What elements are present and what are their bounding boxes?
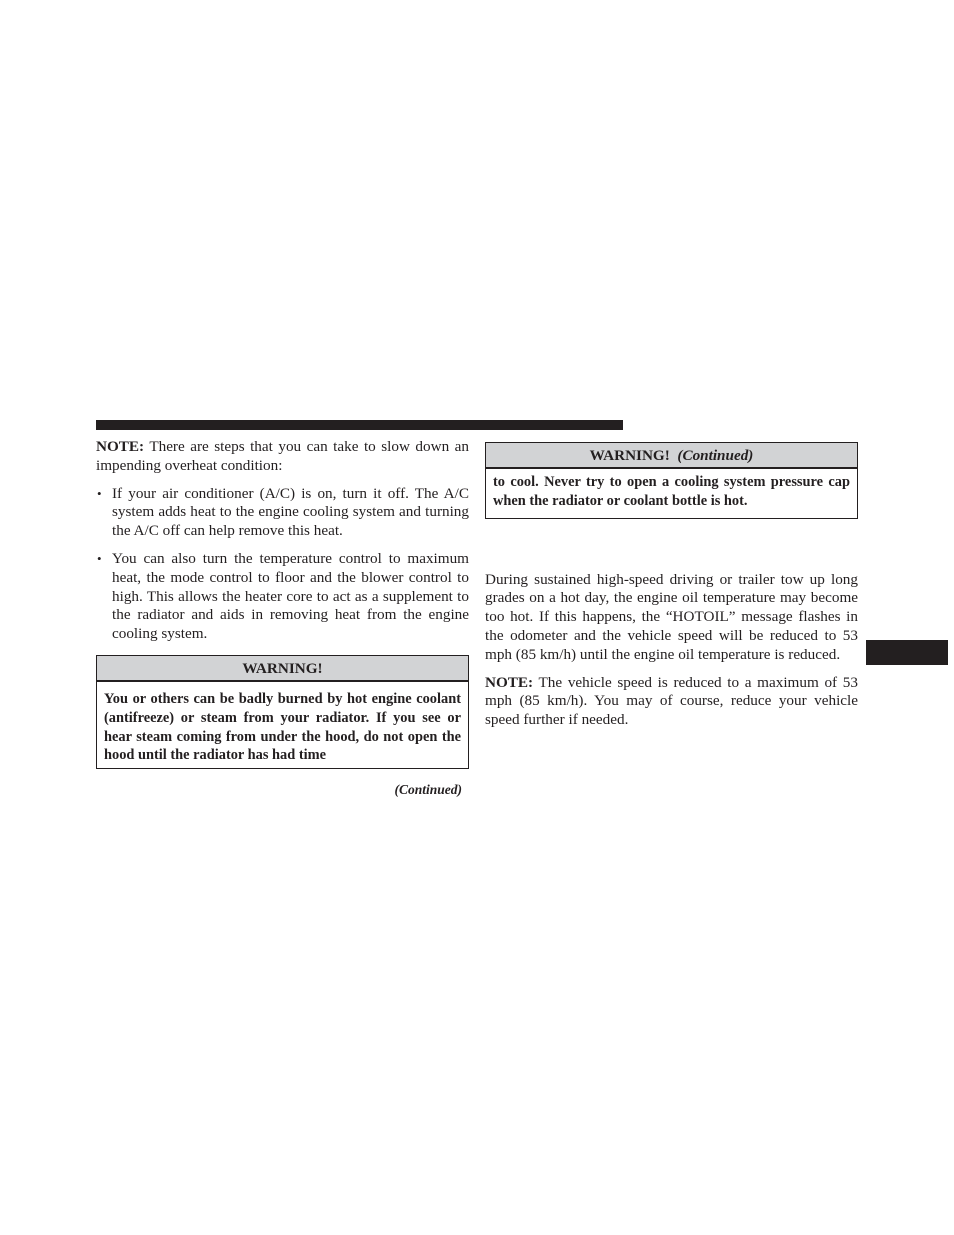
note-label: NOTE: xyxy=(96,438,145,455)
list-item-text: You can also turn the temperature control to maximum heat, the mode control to floor and the blower control to high. This allows the heater core to act as a supplement to the radiator and aids in removing heat from the engine cooling system. xyxy=(112,549,469,643)
warning-text: to cool. Never try to open a cooling system pressure cap when the radiator or coolant bottle is hot. xyxy=(493,474,850,509)
list-item-text: If your air conditioner (A/C) is on, turn it off. The A/C system adds heat to the engine cooling system and turning the A/C off can help remove this heat. xyxy=(112,484,469,540)
section-thumb-tab xyxy=(866,640,948,665)
left-column xyxy=(96,438,469,800)
speed-note xyxy=(485,674,858,730)
warning-box-continued xyxy=(485,442,858,519)
bullet-icon: • xyxy=(97,485,102,501)
bullet-icon: • xyxy=(97,550,102,566)
overheat-tips-list xyxy=(96,485,469,644)
list-item xyxy=(96,485,469,541)
overheat-note xyxy=(96,438,469,476)
list-item xyxy=(96,550,469,644)
warning-title-text: WARNING! xyxy=(589,447,670,464)
continued-label: (Continued) xyxy=(394,782,462,798)
warning-title xyxy=(486,443,857,469)
header-rule xyxy=(96,420,623,430)
warning-continued-label: (Continued) xyxy=(677,447,754,464)
warning-title: WARNING! xyxy=(97,656,468,682)
right-column xyxy=(485,442,858,730)
warning-text: You or others can be badly burned by hot engine coolant (antifreeze) or steam from your radiator. If you see or hear steam coming from under the hood, do not open the hood until the radiator has had time xyxy=(104,690,461,764)
note-text: The vehicle speed is reduced to a maximum of 53 mph (85 km/h). You may of course, reduce your vehicle speed further if needed. xyxy=(485,673,858,729)
note-text: There are steps that you can take to slow down an impending overheat condition: xyxy=(96,438,469,474)
hot-oil-paragraph: During sustained high-speed driving or trailer tow up long grades on a hot day, the engine oil temperature may become too hot. If this happens, the “HOTOIL” message flashes in the odometer and the vehicle speed will be reduced to 53 mph (85 km/h) until the engine oil temperature is reduced. xyxy=(485,570,858,663)
note-label: NOTE: xyxy=(485,673,534,691)
warning-box xyxy=(96,655,469,769)
